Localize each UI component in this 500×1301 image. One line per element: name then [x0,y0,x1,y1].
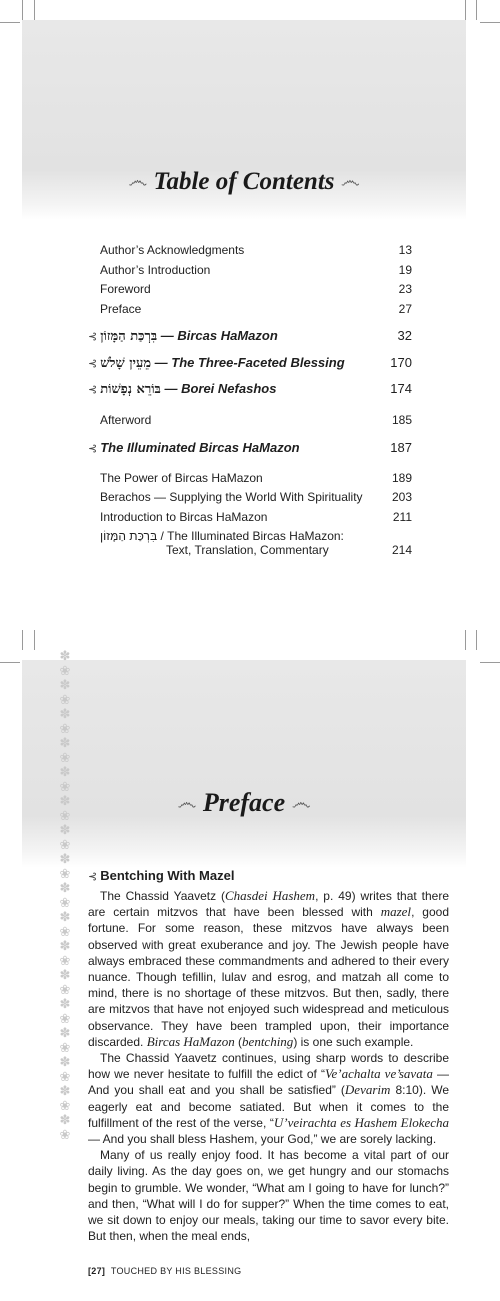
toc-entry[interactable] [100,243,412,257]
toc-section-label: — Bircas HaMazon [160,328,278,343]
toc-entry-label: Afterword [100,413,152,427]
paragraph [88,1050,449,1147]
toc-section-page: 170 [390,355,412,370]
toc-entry-label: בִּרְכַּת הַמָּזוֹן / The Illuminated Bircas HaMazon: [100,529,344,543]
toc-section[interactable] [88,440,412,455]
crop-mark [34,0,35,20]
toc-section-hebrew: מֵעֵין שָׁלשׁ [100,356,152,371]
toc-entry[interactable] [100,510,412,524]
toc-section-label: — The Three-Faceted Blessing [154,355,345,370]
toc-entry-page: 214 [391,543,412,557]
italic-run: Devarim [344,1082,391,1098]
preface-title [22,788,466,818]
toc-entry-page: 203 [391,490,412,504]
crop-mark [22,630,23,650]
toc-section-label: The Illuminated Bircas HaMazon [100,440,300,455]
page-footer [88,1266,241,1276]
text-run: 8:10). We eagerly eat and become satiated. But when it comes to the fulfillment of the rest of the verse, “ [88,1083,449,1130]
crop-mark [0,22,20,23]
crop-mark [480,22,500,23]
text-run: The Chassid Yaavetz continues, using sharp words to describe how we never hesitate to fulfill the edict of “ [88,1051,449,1082]
toc-section[interactable] [88,381,412,397]
crop-mark [465,0,466,20]
toc-entry-label: Author’s Introduction [100,263,211,277]
toc-entry[interactable] [100,490,412,504]
bullet-icon: ⊰ [88,357,98,370]
toc-entry-page: 189 [391,471,412,485]
toc-entry[interactable] [100,529,412,557]
toc-entry-page: 185 [391,413,412,427]
toc-entry[interactable] [100,282,412,296]
bullet-icon: ⊰ [88,383,98,396]
toc-entry-page: 23 [398,282,412,296]
bullet-icon: ⊰ [88,870,98,883]
crop-mark [476,0,477,20]
header-band [22,660,466,868]
text-run: The Chassid Yaavetz ( [100,889,226,903]
crop-mark [465,630,466,650]
text-run: ( [234,1034,243,1049]
toc-section-hebrew: בּוֹרֵא נְפָשׁוֹת [100,382,161,397]
toc-entry-label: Introduction to Bircas HaMazon [100,510,268,524]
bullet-icon: ⊰ [88,330,98,343]
toc-page [0,0,500,600]
crop-mark [22,0,23,20]
italic-run: mazel [380,904,412,920]
text-run: , p. 49) writes that there are certain mitzvos that have been blessed with [88,889,450,920]
text-run: , good fortune. For some reason, these mitzvos have always been observed with great exuberance and joy. The Jewish people have always embraced these commandments and adhered to their every nuance. Though tefillin, lulav and esrog, and matzah all come to mind, there is no shortage of these mitzvos. But then, sadly, there are mitzvos that have not enjoyed such widespread and meticulous observance. They have been trampled upon, their importance discarded. [88,905,449,1049]
toc-entry-label-cont: Text, Translation, Commentary [166,543,329,557]
footer-book-title: TOUCHED BY HIS BLESSING [110,1266,242,1276]
toc-section[interactable] [88,355,412,371]
bullet-icon: ⊰ [88,442,98,455]
ornament-right-icon: ෴ [340,170,360,192]
toc-section-page: 174 [390,381,412,396]
text-run: — And you shall bless Hashem, your God,” we are sorely lacking. [88,1132,437,1147]
toc-entry[interactable] [100,302,412,316]
toc-entry[interactable] [100,471,412,485]
body-text [88,888,449,1244]
decorative-vine-border: ✽ ❀ ✽ ❀ ✽ ❀ ✽ ❀ ✽ ❀ ✽ ❀ ✽ ❀ ✽ ❀ ✽ ❀ ✽ ❀ ✽ ❀ ✽ ❀ ✽ ❀ ✽ ❀ ✽ ❀ ✽ ❀ ✽ ❀ [59,650,71,1143]
toc-entry-label: Foreword [100,282,151,296]
crop-mark [480,662,500,663]
footer-page-number: [27] [88,1266,106,1276]
toc-entry-page: 211 [392,510,412,524]
preface-page [0,630,500,1301]
subhead-text: Bentching With Mazel [100,868,235,883]
text-run: ) is one such example. [293,1034,414,1049]
italic-run: U’veirachta es Hashem Elokecha [273,1114,450,1130]
toc-section-page: 187 [390,440,412,455]
paragraph: Many of us really enjoy food. It has become a vital part of our daily living. As the day goes on, we get hungry and our stomachs begin to grumble. We wonder, “What am I going to have for lunch?” and then, “What will I do for supper?” When the time comes to eat, we sit down to enjoy our meals, taking our time to savor every bite. But then, when the meal ends, [88,1148,449,1244]
toc-section[interactable] [88,328,412,344]
toc-entry-label: Preface [100,302,142,316]
toc-entry-page: 27 [398,302,412,316]
toc-entry[interactable] [100,413,412,427]
crop-mark [0,662,20,663]
ornament-left-icon: ෴ [128,170,148,192]
crop-mark [34,630,35,650]
section-subhead [88,868,234,883]
toc-title [22,168,466,196]
ornament-right-icon: ෴ [291,792,311,814]
text-run: — And you shall eat and you shall be satisfied” ( [88,1067,450,1098]
toc-entry-page: 13 [398,243,412,257]
crop-mark [476,630,477,650]
italic-run: Chasdei Hashem [225,888,316,903]
ornament-left-icon: ෴ [177,792,197,814]
toc-entry-label: Berachos — Supplying the World With Spirituality [100,490,363,504]
preface-title-text: Preface [202,788,286,817]
paragraph [88,888,449,1050]
toc-entry-label: The Power of Bircas HaMazon [100,471,263,485]
toc-section-page: 32 [397,328,412,343]
italic-run: Bircas HaMazon [146,1033,235,1049]
italic-run: bentching [242,1033,294,1049]
toc-entry-label: Author’s Acknowledgments [100,243,245,257]
italic-run: Ve’achalta ve’savata [325,1066,433,1082]
toc-section-label: — Borei Nefashos [164,381,277,396]
toc-title-text: Table of Contents [153,168,335,195]
toc-section-hebrew: בִּרְכַּת הַמָּזוֹן [100,329,158,344]
toc-entry-page: 19 [398,263,412,277]
toc-entry[interactable] [100,263,412,277]
